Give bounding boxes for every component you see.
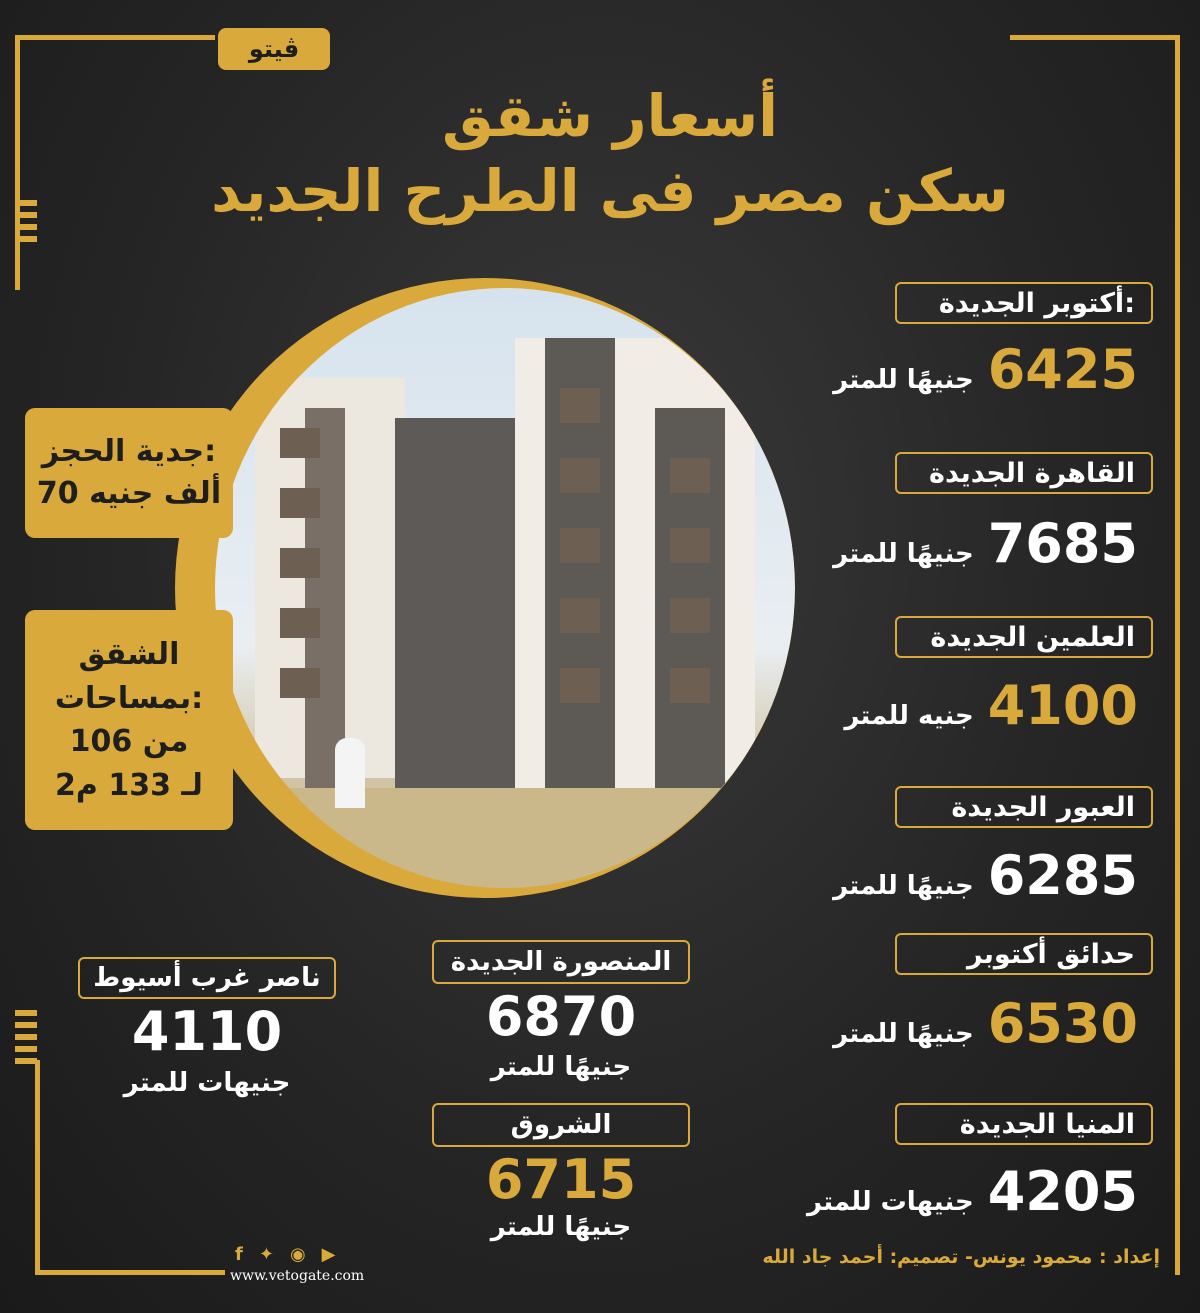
area-line-2: بمساحات: (54, 680, 204, 716)
price-value: 6530 (987, 992, 1138, 1055)
city-label-october-gardens: حدائق أكتوبر (895, 933, 1153, 975)
city-label-new-alamein: العلمين الجديدة (895, 616, 1153, 658)
price-value: 6285 (987, 844, 1138, 907)
city-label-new-minya: المنيا الجديدة (895, 1103, 1153, 1145)
price-unit: جنيهًا للمتر (833, 871, 974, 901)
facebook-icon[interactable]: f (235, 1244, 243, 1265)
frame-top-left-h (15, 35, 215, 40)
price-value: 7685 (987, 512, 1138, 575)
area-line-4: لـ 133 م2 (55, 767, 203, 803)
price-value-nasser-west-assiut: 4110 (131, 1000, 283, 1063)
price-row-new-cairo (833, 512, 1138, 575)
city-label-new-october: أكتوبر الجديدة: (895, 282, 1153, 324)
building-photo-frame (175, 278, 795, 898)
frame-bottom-left-h (35, 1270, 225, 1275)
price-row-october-gardens (833, 992, 1138, 1055)
brand-logo (218, 28, 330, 70)
price-row-new-alamein (844, 674, 1138, 737)
city-label-shorouk: الشروق (432, 1103, 690, 1147)
social-icons (235, 1244, 336, 1265)
price-row-new-minya (807, 1160, 1138, 1223)
deposit-label: جدية الحجز: (41, 434, 217, 469)
frame-ticks-bottom-left (15, 1010, 37, 1064)
twitter-icon[interactable]: ✦ (258, 1244, 274, 1265)
price-value: 4205 (987, 1160, 1138, 1223)
city-label-new-obour: العبور الجديدة (895, 786, 1153, 828)
price-unit: جنيهًا للمتر (833, 539, 974, 569)
area-box (25, 610, 233, 830)
website-url[interactable]: www.vetogate.com (230, 1268, 365, 1284)
instagram-icon[interactable]: ◉ (289, 1244, 306, 1265)
price-unit: جنيهًا للمتر (833, 1019, 974, 1049)
city-label-new-cairo: القاهرة الجديدة (895, 452, 1153, 494)
price-unit-shorouk: جنيهًا للمتر (490, 1212, 632, 1242)
city-label-nasser-west-assiut: ناصر غرب أسيوط (78, 957, 336, 999)
price-value: 4100 (987, 674, 1138, 737)
price-row-new-october (833, 338, 1138, 401)
price-unit-new-mansoura: جنيهًا للمتر (490, 1052, 632, 1082)
frame-ticks-top-left (15, 200, 37, 242)
price-value-new-mansoura: 6870 (485, 985, 637, 1048)
frame-right-v (1175, 35, 1180, 1275)
price-unit: جنيهًا للمتر (833, 365, 974, 395)
price-value: 6425 (987, 338, 1138, 401)
frame-bottom-left-v (35, 1060, 40, 1275)
credits-text: إعداد : محمود يونس- تصميم: أحمد جاد الله (762, 1246, 1160, 1268)
price-unit: جنيهات للمتر (807, 1187, 974, 1217)
deposit-value: 70 ألف جنيه (36, 476, 222, 511)
youtube-icon[interactable]: ▶ (321, 1244, 336, 1265)
price-unit-nasser-west-assiut: جنيهات للمتر (123, 1068, 291, 1098)
deposit-box (25, 408, 233, 538)
frame-top-right-h (1010, 35, 1180, 40)
logo-text: ڤيتو (248, 35, 300, 63)
city-label-new-mansoura: المنصورة الجديدة (432, 940, 690, 984)
price-value-shorouk: 6715 (485, 1148, 637, 1211)
frame-top-left-v (15, 35, 20, 290)
page-title-line1: أسعار شقق (441, 82, 779, 150)
price-row-new-obour (833, 844, 1138, 907)
area-line-3: من 106 (69, 724, 189, 759)
price-unit: جنيه للمتر (844, 701, 974, 731)
page-title-line2: سكن مصر فى الطرح الجديد (211, 157, 1009, 225)
building-photo (215, 288, 795, 888)
area-line-1: الشقق (78, 637, 180, 672)
